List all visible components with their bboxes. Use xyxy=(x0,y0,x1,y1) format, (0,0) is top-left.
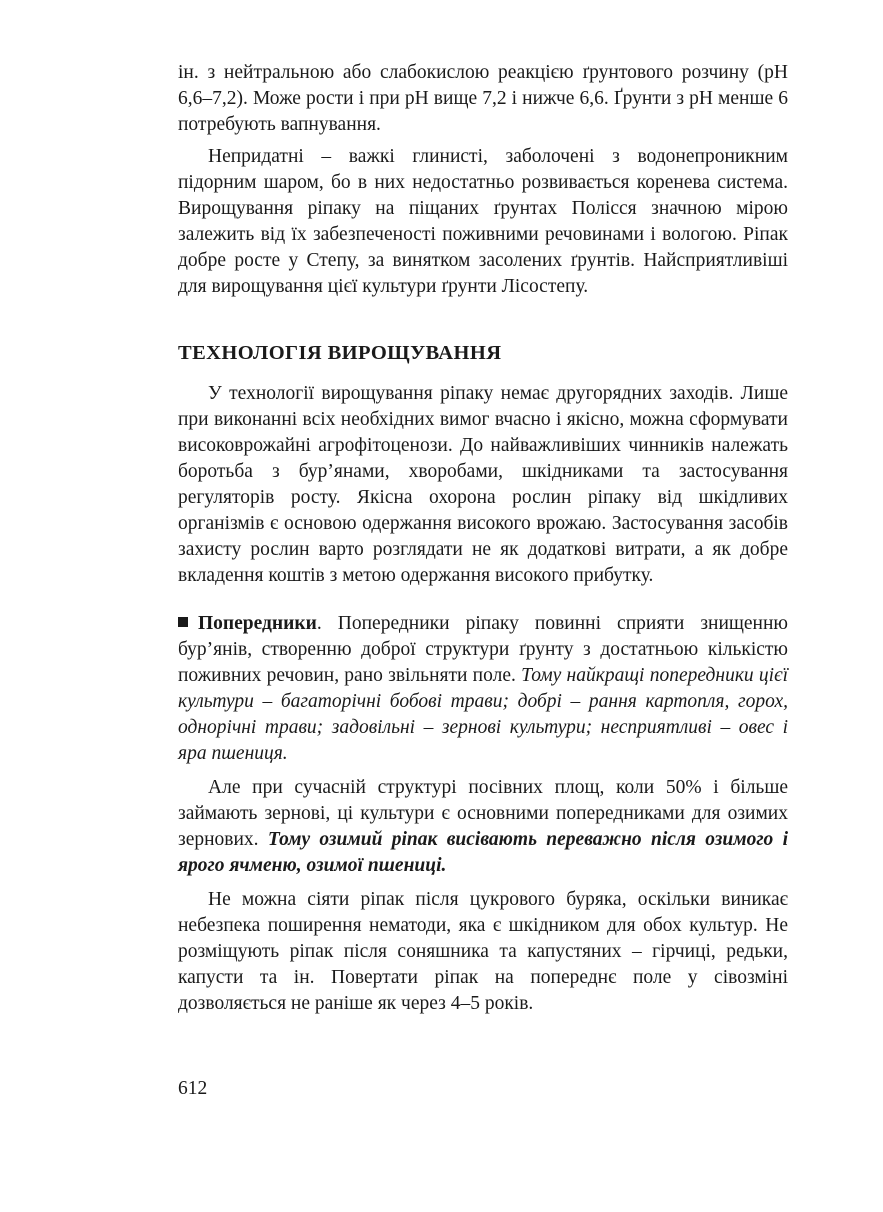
paragraph-technology: У технології вирощування ріпаку немає другорядних заходів. Лише при виконанні всіх необхідних вимог вчасно і якісно, можна сформувати високоврожайні агрофітоценози. До найважливіших чинників належать боротьба з бур’янами, хворобами, шкідниками та застосування регуляторів росту. Якісна охорона рослин ріпаку від шкідливих організмів є основою одержання високого врожаю. Застосування засобів захисту рослин варто розглядати не як додаткові витрати, а як добре вкладення коштів з метою одержання високого прибутку. xyxy=(178,383,788,586)
predecessors-italic: Тому найкращі попередники цієї культури – багаторічні бобові трави; добрі – рання картопля, горох, однорічні трави; задовільні – зернові культури; несприятливі – овес і яра пшениця. xyxy=(178,665,788,764)
paragraph-soil-ph: ін. з нейтральною або слабокислою реакцією ґрунтового розчину (рН 6,6–7,2). Може рости і при рН вище 7,2 і нижче 6,6. Ґрунти з рН менше 6 потребують вапнування. xyxy=(178,62,788,135)
paragraph-sugar-beet: Не можна сіяти ріпак після цукрового буряка, оскільки виникає небезпека поширення нематоди, яка є шкідником для обох культур. Не розміщують ріпак після соняшника та капустяних – гірчиці, редьки, капусти та ін. Повертати ріпак на попереднє поле у сівозміні дозволяється не раніше як через 4–5 років. xyxy=(178,889,788,1014)
paragraph-predecessors xyxy=(178,611,788,767)
section-heading: ТЕХНОЛОГІЯ ВИРОЩУВАННЯ xyxy=(178,342,502,364)
predecessors-lead: Попередники xyxy=(198,613,317,634)
structure-text: Але при сучасній структурі посівних площ, коли 50% і більше займають зернові, ці культури є основними попередниками для озимих зернових. xyxy=(178,777,788,850)
bullet-square-icon xyxy=(178,617,188,627)
paragraph-current-structure xyxy=(178,775,788,879)
paragraph-unsuitable-soils: Непридатні – важкі глинисті, заболочені з водонепроникним підорним шаром, бо в них недостатньо розвивається коренева система. Вирощування ріпаку на піщаних ґрунтах Полісся значною мірою залежить від їх забезпеченості поживними речовинами і вологою. Ріпак добре росте у Степу, за винятком засолених ґрунтів. Найсприятливіші для вирощування цієї культури ґрунти Лісостепу. xyxy=(178,146,788,297)
page-number: 612 xyxy=(178,1078,208,1099)
page-body xyxy=(178,60,788,1017)
structure-bolditalic: Тому озимий ріпак висівають переважно після озимого і ярого ячменю, озимої пшениці. xyxy=(178,829,788,876)
predecessors-text: . Попередники ріпаку повинні сприяти знищенню бур’янів, створенню доброї структури ґрунту з достатньою кількістю поживних речовин, рано звільняти поле. xyxy=(178,613,788,686)
